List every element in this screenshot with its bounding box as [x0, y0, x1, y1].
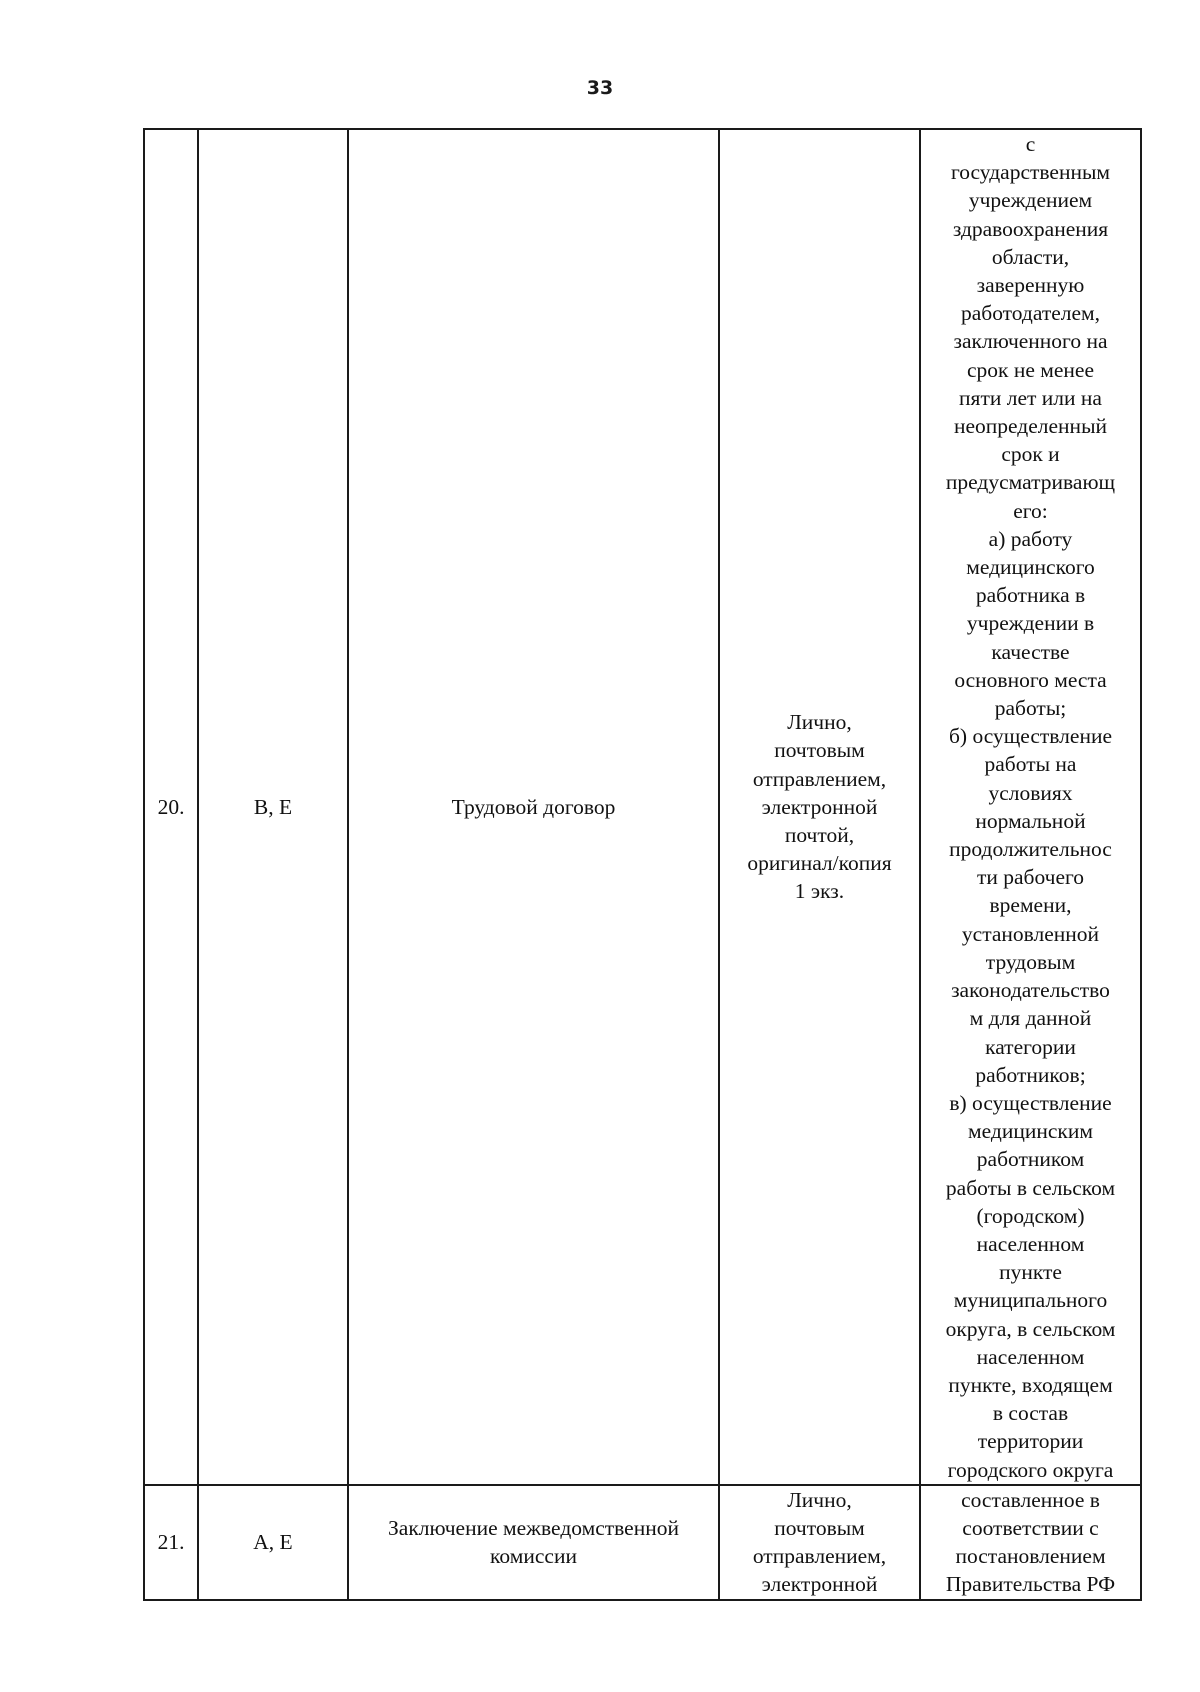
requirements-note-cell-line: а) работу [988, 526, 1073, 551]
requirements-note-cell-line: качестве [991, 639, 1070, 664]
requirements-note-cell-line: б) осуществление [948, 724, 1113, 749]
requirements-note-cell-line: городского округа [947, 1457, 1114, 1482]
requirements-note-cell-line: пяти лет или на [959, 385, 1102, 410]
requirements-note-cell-line: его: [1013, 498, 1048, 523]
requirements-note-cell-line: неопределенный [953, 414, 1108, 439]
requirements-note-cell-line: срок не менее [966, 357, 1095, 382]
requirements-note-cell-line: медицинским [968, 1119, 1093, 1144]
document-name-cell-line: Заключение межведомственной [388, 1515, 679, 1540]
requirements-note-cell [920, 129, 1141, 1485]
requirements-note-cell-line: м для данной [969, 1006, 1092, 1031]
row-number-cell: 20. [144, 129, 198, 1485]
submission-method-cell-line: оригинал/копия [747, 851, 892, 876]
table-row [144, 129, 1141, 1485]
requirements-note-cell-line: соответствии с [962, 1515, 1099, 1540]
requirements-note-cell-line: муниципального [953, 1288, 1108, 1313]
requirements-note-cell-line: округа, в сельском [945, 1316, 1116, 1341]
requirements-note-cell-line: работника в [975, 583, 1086, 608]
requirements-note-cell-line: заверенную [976, 273, 1085, 298]
requirements-note-cell-line: в состав [992, 1401, 1069, 1426]
requirements-note-cell-line: работодателем, [960, 301, 1101, 326]
requirements-note-cell-line: населенном [976, 1344, 1085, 1369]
submission-method-cell [719, 129, 920, 1485]
document-name-cell [348, 1485, 719, 1600]
applicant-codes-cell: А, Е [198, 1485, 348, 1600]
requirements-note-cell-line: работы в сельском [945, 1175, 1116, 1200]
requirements-note-cell-line: государственным [950, 160, 1111, 185]
requirements-note-cell-line: в) осуществление [949, 1090, 1112, 1115]
requirements-note-cell-line: работником [976, 1147, 1085, 1172]
submission-method-cell-line: 1 экз. [794, 879, 845, 904]
requirements-note-cell-line: ти рабочего [976, 865, 1085, 890]
submission-method-cell-line: отправлением, [752, 766, 887, 791]
table-row [144, 1485, 1141, 1600]
requirements-note-cell-line: заключенного на [953, 329, 1108, 354]
document-name-cell-line: Трудовой договор [451, 794, 616, 819]
requirements-note-cell-line: установленной [961, 921, 1100, 946]
requirements-note-cell-line: работников; [975, 1062, 1086, 1087]
requirements-note-cell-line: (городском) [976, 1203, 1085, 1228]
requirements-note-cell-line: населенном [976, 1231, 1085, 1256]
submission-method-cell-line: Лично, [787, 710, 852, 735]
submission-method-cell-line: отправлением, [752, 1544, 887, 1569]
submission-method-cell-line: почтовым [774, 738, 865, 763]
requirements-note-cell-line: времени, [989, 893, 1072, 918]
requirements-note-cell-line: предусматривающ [945, 470, 1116, 495]
requirements-note-cell-line: с [1025, 132, 1036, 156]
requirements-note-cell-line: учреждении в [966, 611, 1095, 636]
requirements-note-cell-line: категории [985, 1034, 1076, 1059]
row-number-cell: 21. [144, 1485, 198, 1600]
submission-method-cell-line: Лично, [787, 1487, 852, 1512]
requirements-note-cell [920, 1485, 1141, 1600]
requirements-note-cell-line: медицинского [966, 555, 1095, 580]
requirements-note-cell-line: Правительства РФ [945, 1572, 1116, 1597]
requirements-note-cell-line: учреждением [968, 188, 1093, 213]
requirements-note-cell-line: пункте [999, 1260, 1062, 1285]
requirements-note-cell-line: нормальной [975, 808, 1086, 833]
document-name-cell-line: комиссии [490, 1544, 577, 1569]
applicant-codes-cell: В, Е [198, 129, 348, 1485]
page-number: 33 [586, 77, 614, 99]
requirements-note-cell-line: трудовым [985, 949, 1076, 974]
requirements-note-cell-line: области, [991, 244, 1070, 269]
requirements-note-cell-line: работы; [994, 696, 1067, 721]
requirements-note-cell-line: законодательство [951, 978, 1110, 1003]
requirements-note-cell-line: постановлением [955, 1544, 1106, 1569]
submission-method-cell-line: электронной [761, 1572, 878, 1597]
requirements-note-cell-line: здравоохранения [952, 216, 1109, 241]
requirements-note-cell-line: работы на [984, 752, 1077, 777]
submission-method-cell-line: почтовым [774, 1515, 865, 1540]
requirements-note-cell-line: составленное в [961, 1487, 1100, 1512]
requirements-note-cell-line: продолжительнос [949, 837, 1112, 862]
requirements-note-cell-line: основного места [954, 667, 1107, 692]
submission-method-cell-line: почтой, [784, 822, 855, 847]
requirements-note-cell-line: условиях [988, 780, 1073, 805]
submission-method-cell-line: электронной [761, 794, 878, 819]
document-name-cell [348, 129, 719, 1485]
document-table [143, 128, 1142, 1601]
requirements-note-cell-line: срок и [1001, 442, 1060, 467]
submission-method-cell [719, 1485, 920, 1600]
requirements-note-cell-line: территории [977, 1429, 1084, 1454]
requirements-note-cell-line: пункте, входящем [948, 1372, 1113, 1397]
table-body [144, 129, 1141, 1600]
